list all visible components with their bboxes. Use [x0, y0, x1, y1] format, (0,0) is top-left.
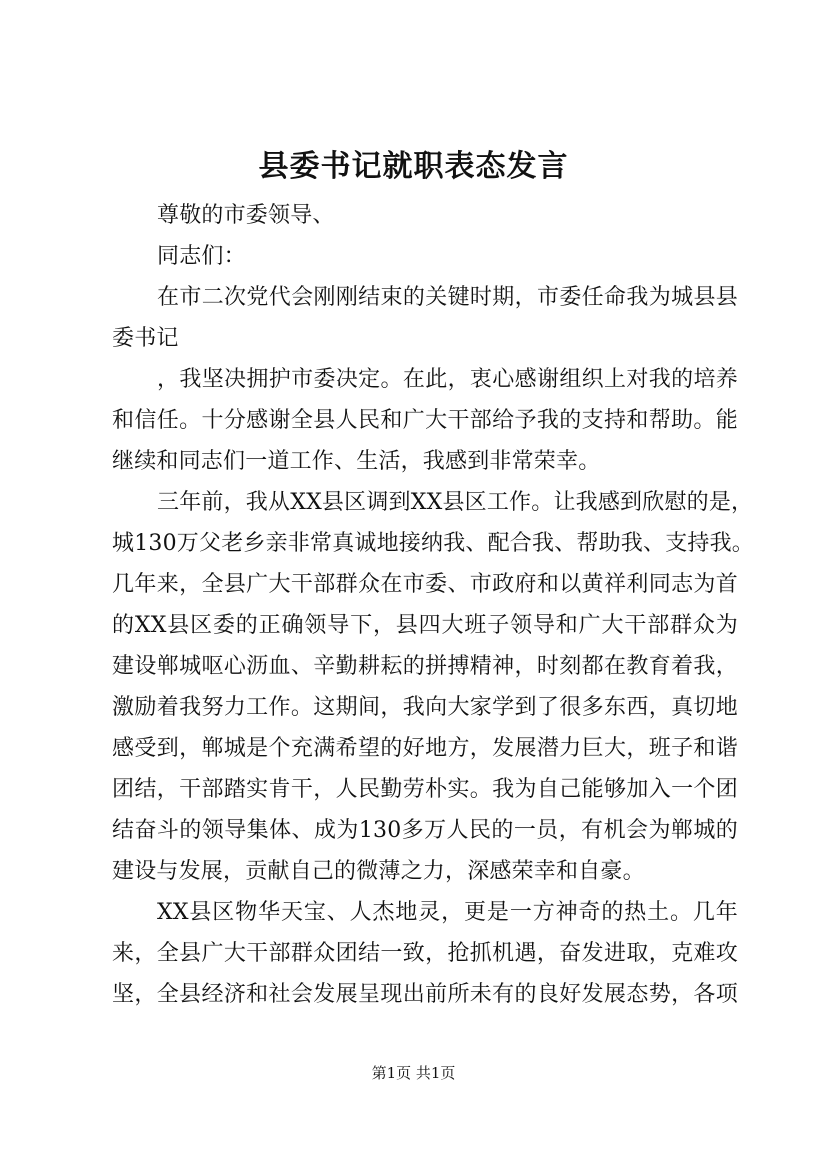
paragraph-2-line-3: 继续和同志们一道工作、生活，我感到非常荣幸。: [112, 449, 601, 474]
salutation-line-1: 尊敬的市委领导、: [157, 203, 335, 228]
paragraph-4-line-2: 来，全县广大干部群众团结一致，抢抓机遇，奋发进取，克难攻: [112, 941, 738, 966]
paragraph-1-line-2: 委书记: [112, 326, 179, 351]
paragraph-4-line-1: XX县区物华天宝、人杰地灵，更是一方神奇的热土。几年: [157, 900, 738, 925]
paragraph-4-line-3: 坚，全县经济和社会发展呈现出前所未有的良好发展态势，各项: [112, 982, 738, 1007]
salutation-line-2: 同志们：: [157, 244, 246, 269]
paragraph-1-line-1: 在市二次党代会刚刚结束的关键时期，市委任命我为城县县: [157, 285, 738, 310]
paragraph-3-line-4: 的XX县区委的正确领导下，县四大班子领导和广大干部群众为: [112, 613, 738, 638]
paragraph-3-line-10: 建设与发展，贡献自己的微薄之力，深感荣幸和自豪。: [112, 859, 645, 884]
document-body: [112, 195, 754, 1015]
paragraph-3-line-7: 感受到，郸城是个充满希望的好地方，发展潜力巨大，班子和谐: [112, 736, 738, 761]
paragraph-3-line-9: 结奋斗的领导集体、成为130多万人民的一员，有机会为郸城的: [112, 818, 738, 843]
paragraph-3-line-8: 团结，干部踏实肯干，人民勤劳朴实。我为自己能够加入一个团: [112, 777, 738, 802]
page-number-footer: 第1页 共1页: [371, 1064, 456, 1082]
paragraph-3-line-3: 几年来，全县广大干部群众在市委、市政府和以黄祥利同志为首: [112, 572, 738, 597]
paragraph-3-line-5: 建设郸城呕心沥血、辛勤耕耘的拼搏精神，时刻都在教育着我，: [112, 654, 738, 679]
document-title: 县委书记就职表态发言: [258, 149, 569, 184]
paragraph-2-line-1: ，我坚决拥护市委决定。在此，衷心感谢组织上对我的培养: [157, 367, 738, 392]
paragraph-3-line-2: 城130万父老乡亲非常真诚地接纳我、配合我、帮助我、支持我。: [112, 531, 754, 556]
paragraph-3-line-6: 激励着我努力工作。这期间，我向大家学到了很多东西，真切地: [112, 695, 738, 720]
paragraph-2-line-2: 和信任。十分感谢全县人民和广大干部给予我的支持和帮助。能: [112, 408, 738, 433]
paragraph-3-line-1: 三年前，我从XX县区调到XX县区工作。让我感到欣慰的是，: [157, 490, 754, 515]
